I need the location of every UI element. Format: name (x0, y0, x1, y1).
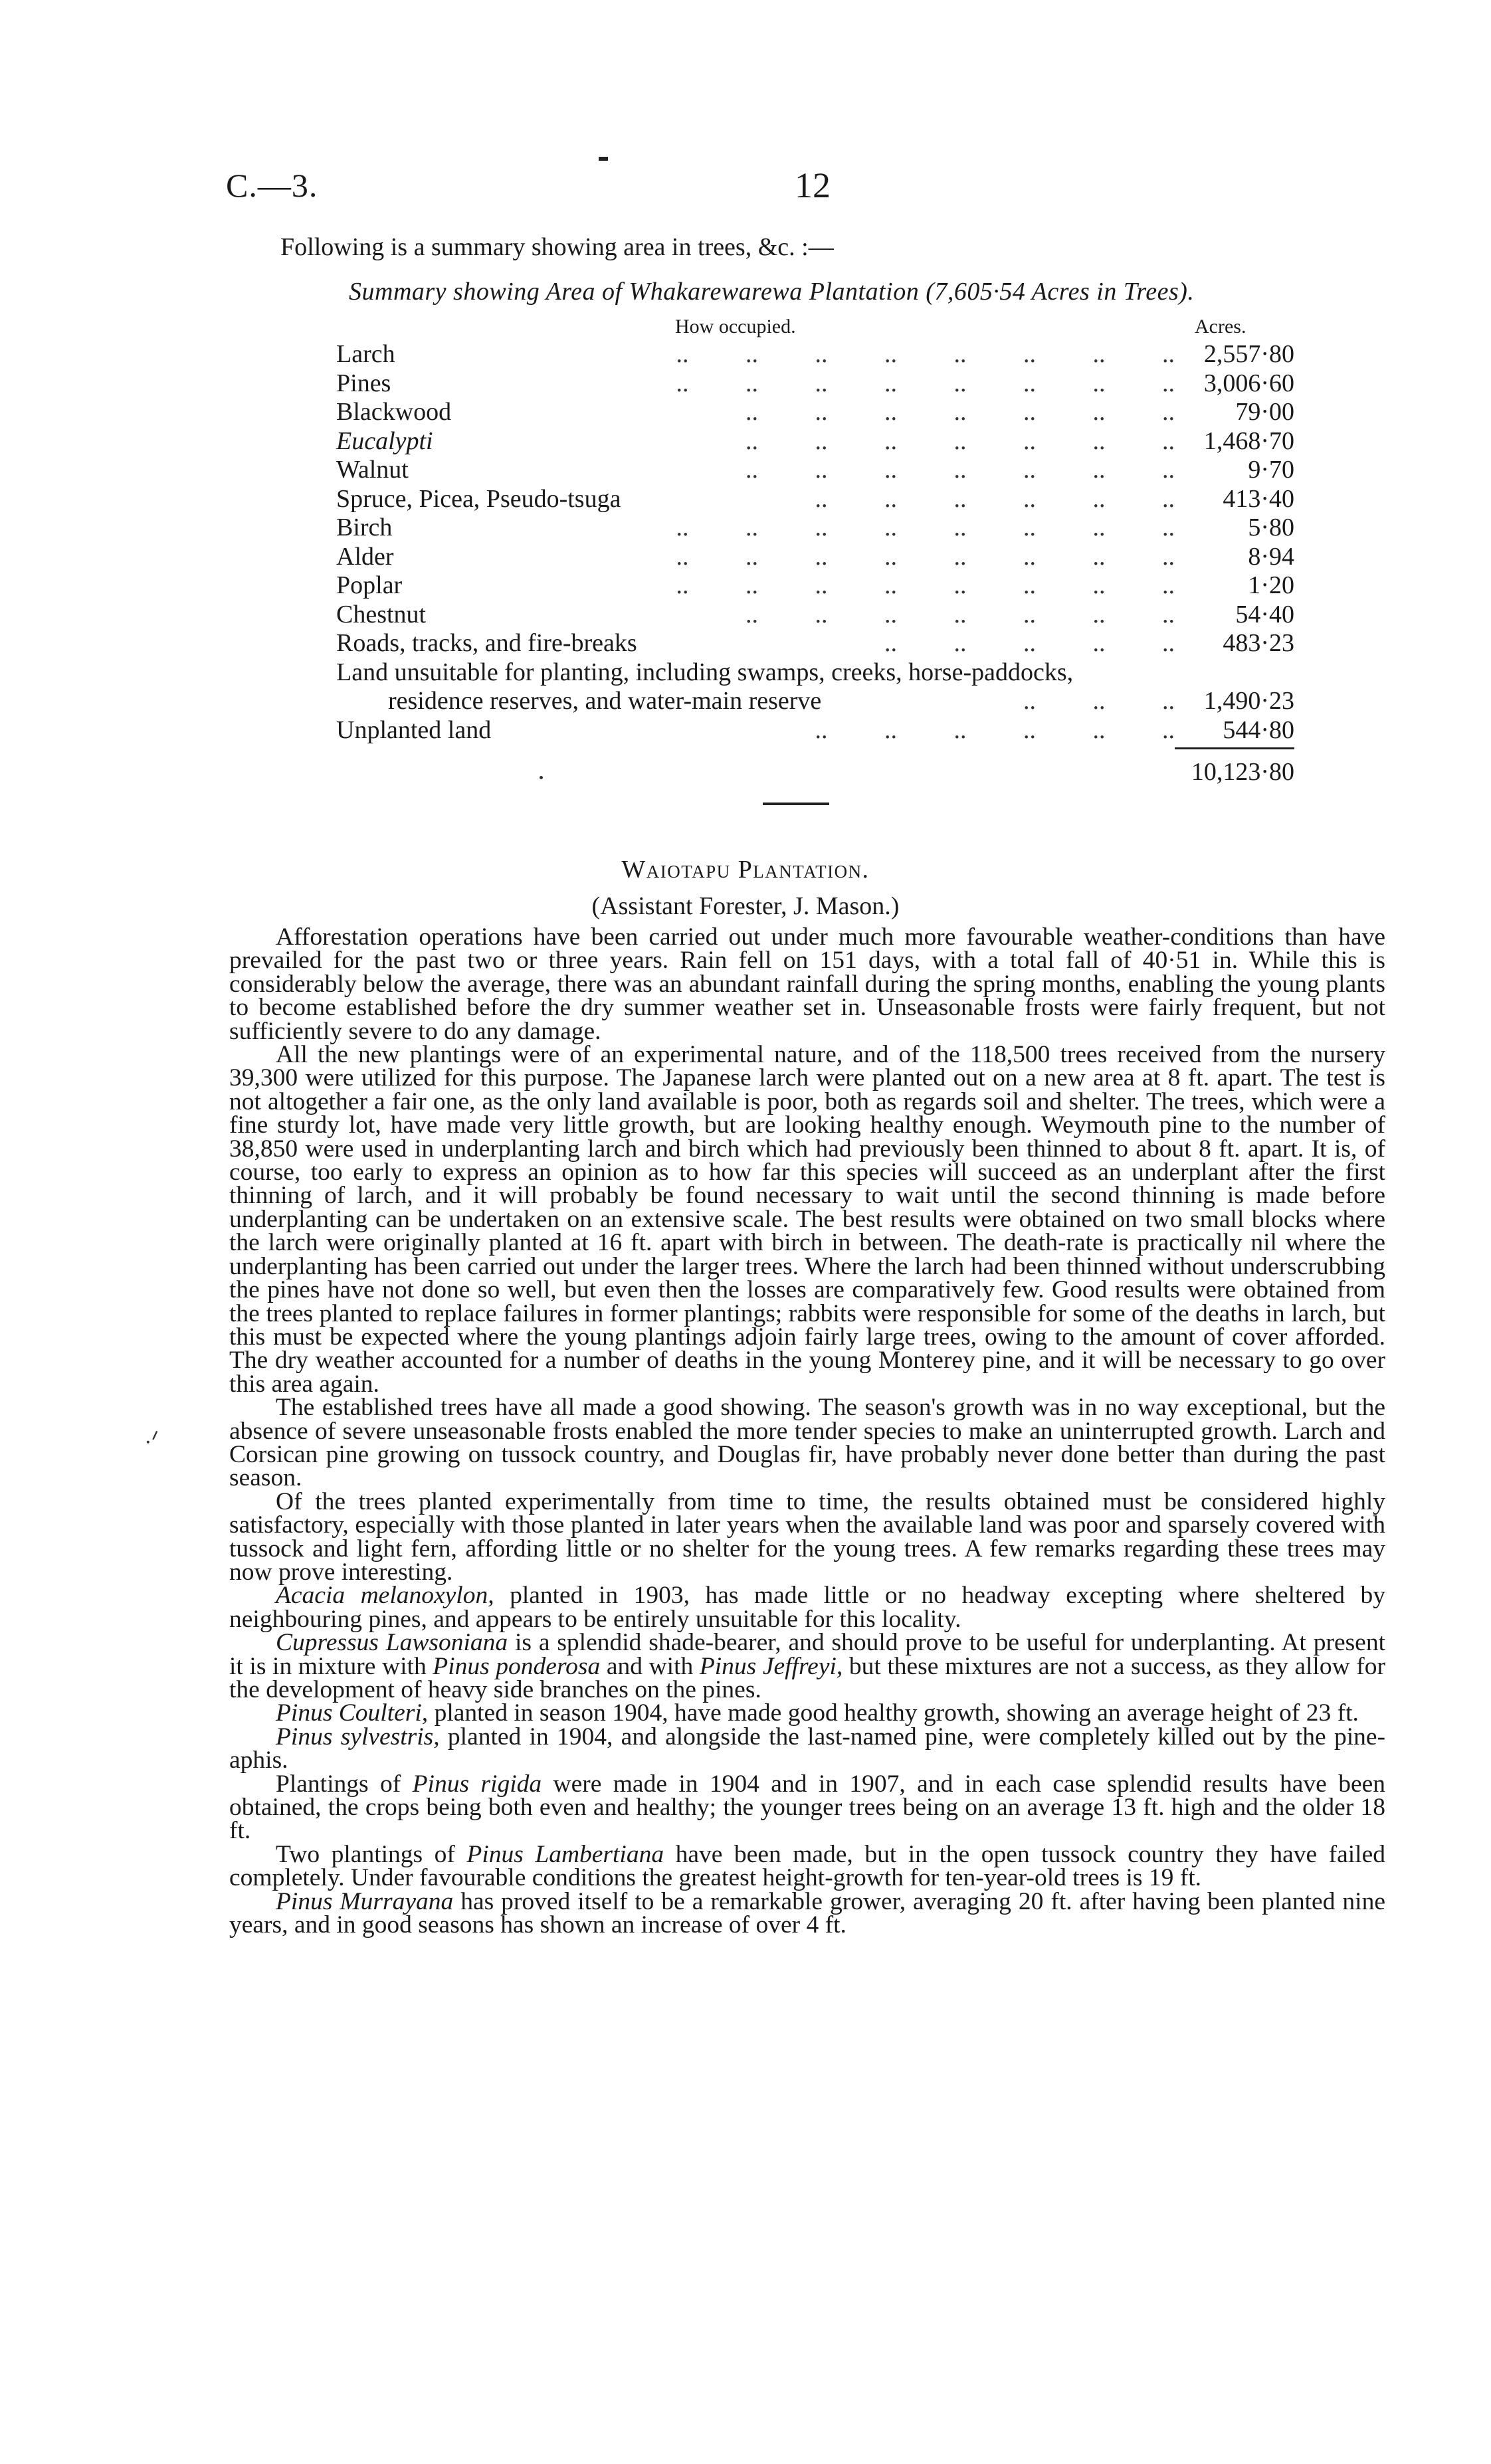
paragraph: All the new plantings were of an experimental nature, and of the 118,500 trees received from the nursery 39,300 were utilized for this purpose. The Japanese larch were planted out on a new area at 8 ft. apart. The test is not altogether a fair one, as the only land available is poor, both as regards soil and shelter. The trees, which were a fine sturdy lot, have made very little growth, but are looking healthy enough. Weymouth pine to the number of 38,850 were used in underplanting larch and birch which had previously been thinned to about 8 ft. apart. It is, of course, too early to express an opinion as to how far this species will succeed as an underplant after the first thinning of larch, and it will probably be found necessary to wait until the second thinning is made before underplanting can be undertaken on an extensive scale. The best results were obtained on two small blocks where the larch were originally planted at 16 ft. apart with birch in between. The death-rate is practically nil where the underplanting has been carried out under the larger trees. Where the larch had been thinned without underscrubbing the pines have not done so well, but even then the losses are comparatively few. Good results were obtained from the trees planted to replace failures in former plantings; rabbits were responsible for some of the deaths in larch, but this must be expected where the young plantings adjoin fairly large trees, owing to the amount of cover afforded. The dry weather accounted for a number of deaths in the young Monterey pine, and it will be necessary to go over this area again. (229, 1041, 1385, 1398)
paragraph: The established trees have all made a good showing. The season's growth was in no way exceptional, but the absence of severe unseasonable frosts enabled the more tender species to make an uninterrupted growth. Larch and Corsican pine growing on tussock country, and Douglas fir, have probably never done better than during the past season. (229, 1394, 1385, 1492)
row-label: Larch (336, 340, 395, 368)
margin-mark: ·ᐟ (141, 1427, 165, 1456)
species-name: Pinus sylvestris, (276, 1723, 440, 1751)
row-label: Spruce, Picea, Pseudo-tsuga (336, 484, 621, 513)
paragraph-text: planted in 1903, has made little or no headway excepting where sheltered by neighbouring pines, and appears to be entirely unsuitable for this locality. (229, 1582, 1385, 1633)
row-acres: 54·40 (1235, 600, 1294, 628)
table-row: .. .. .. .. .. .. .. .. Birch 5·80 (336, 514, 1294, 541)
section-divider (763, 803, 829, 805)
table-row: .. .. .. residence reserves, and water-main reserve 1,490·23 (388, 687, 1294, 715)
table-total: 10,123·80 (1191, 758, 1294, 786)
paragraph (229, 1631, 1385, 1701)
table-row: .. .. .. .. .. .. Unplanted land 544·80 (336, 715, 1294, 744)
document-reference: C.—3. (226, 167, 318, 204)
paragraph: Afforestation operations have been carried out under much more favourable weather-conditions than have prevailed for the past two or three years. Rain fell on 151 days, with a total fall of 40·51 in. While this is considerably below the average, there was an abundant rainfall during the spring months, enabling the young plants to become established before the dry summer weather set in. Unseasonable frosts were fairly frequent, but not sufficiently severe to do any damage. (229, 923, 1385, 1045)
row-acres: 1·20 (1248, 571, 1294, 599)
row-acres: 483·23 (1223, 629, 1294, 657)
paragraph (229, 1584, 1385, 1631)
paragraph-text: but these mixtures are not a success, as they allow for the development of heavy side branches on the pines. (229, 1652, 1385, 1703)
species-name: Pinus ponderosa (433, 1652, 601, 1680)
species-name: Pinus rigida (412, 1770, 542, 1798)
row-acres: 5·80 (1248, 514, 1294, 541)
species-name: Acacia melanoxylon, (276, 1582, 494, 1610)
section-title: Waiotapu Plantation. (621, 856, 870, 884)
table-row: .. .. .. .. .. Roads, tracks, and fire-breaks 483·23 (336, 629, 1294, 657)
species-name: Pinus Jeffreyi, (699, 1652, 843, 1680)
body-text (229, 925, 1385, 1937)
column-header-occupied: How occupied. (675, 316, 796, 337)
row-acres: 1,468·70 (1203, 426, 1294, 455)
table-row: .. .. .. .. .. .. Spruce, Picea, Pseudo-tsuga 413·40 (336, 484, 1294, 513)
row-label: Roads, tracks, and fire-breaks (336, 629, 637, 657)
section-subtitle: (Assistant Forester, J. Mason.) (591, 892, 900, 920)
row-label: Unplanted land (336, 715, 492, 744)
paragraph-text: is a splendid shade-bearer, and should prove to be useful for underplanting. At present it is in mixture with (229, 1629, 1385, 1680)
summary-title: Summary showing Area of Whakarewarewa Plantation (7,605·54 Acres in Trees). (349, 278, 1195, 306)
paragraph-text: were made in 1904 and in 1907, and in each case splendid results have been obtained, the crops being both even and healthy; the younger trees being on an average 13 ft. high and the older 18 ft. (229, 1770, 1385, 1845)
total-rule (1175, 747, 1294, 749)
paragraph (229, 1887, 1385, 1939)
row-label: Pines (336, 369, 391, 397)
table-row: .. .. .. .. .. .. .. .. Alder 8·94 (336, 542, 1294, 571)
paragraph (229, 1701, 1385, 1725)
paragraph-text: planted in season 1904, have made good healthy growth, showing an average height of 23 ft. (428, 1699, 1359, 1727)
row-label: Alder (336, 542, 394, 571)
species-name: Pinus Murrayana (276, 1887, 454, 1915)
stray-dot (540, 776, 543, 779)
table-row (336, 658, 1294, 688)
table-row: .. .. .. .. .. .. .. Walnut 9·70 (336, 456, 1294, 484)
row-label: residence reserves, and water-main reserve (388, 687, 822, 715)
paragraph-text: have been made, but in the open tussock country they have failed completely. Under favourable conditions the greatest height-growth for ten-year-old trees is 19 ft. (229, 1840, 1385, 1892)
paragraph: Of the trees planted experimentally from time to time, the results obtained must be considered highly satisfactory, especially with those planted in later years when the available land was poor and sparsely covered with tussock and light fern, affording little or no shelter for the young trees. A few remarks regarding these trees may now prove interesting. (229, 1487, 1385, 1586)
row-acres: 8·94 (1248, 542, 1294, 571)
stray-mark-top (599, 157, 608, 161)
table-row: .. .. .. .. .. .. .. Blackwood 79·00 (336, 398, 1294, 426)
row-acres: 79·00 (1235, 398, 1294, 426)
intro-line: Following is a summary showing area in trees, &c. :— (280, 233, 834, 261)
column-header-acres: Acres. (1195, 316, 1246, 337)
row-label: Eucalypti (336, 426, 433, 455)
row-acres: 1,490·23 (1203, 687, 1294, 715)
paragraph-text: and with (600, 1652, 700, 1680)
row-acres: 9·70 (1248, 456, 1294, 484)
paragraph (229, 1725, 1385, 1772)
row-label: Poplar (336, 571, 403, 599)
table-row: .. .. .. .. .. .. .. .. Pines 3,006·60 (336, 369, 1294, 397)
row-label: Birch (336, 514, 393, 541)
species-name: Cupressus Lawsoniana (276, 1629, 508, 1657)
table-row: .. .. .. .. .. .. .. .. Poplar 1·20 (336, 571, 1294, 599)
paragraph-text: Plantings of (276, 1770, 413, 1798)
table-row: .. .. .. .. .. .. .. Eucalypti 1,468·70 (336, 426, 1294, 455)
page-number: 12 (795, 165, 831, 205)
table-row: .. .. .. .. .. .. .. .. Larch 2,557·80 (336, 340, 1294, 368)
paragraph-text: has proved itself to be a remarkable grower, averaging 20 ft. after having been planted nine years, and in good seasons has shown an increase of over 4 ft. (229, 1887, 1385, 1939)
paragraph (229, 1772, 1385, 1843)
row-acres: 413·40 (1223, 484, 1294, 513)
paragraph (229, 1840, 1385, 1892)
paragraph-text: planted in 1904, and alongside the last-named pine, were completely killed out by the pine-aphis. (229, 1723, 1386, 1774)
table-row: .. .. .. .. .. .. .. Chestnut 54·40 (336, 600, 1294, 628)
row-label: Walnut (336, 456, 409, 484)
row-acres: 2,557·80 (1203, 340, 1294, 368)
row-acres: 544·80 (1223, 715, 1294, 744)
summary-table (336, 340, 1294, 745)
row-label: Chestnut (336, 600, 427, 628)
species-name: Pinus Lambertiana (466, 1840, 664, 1868)
paragraph-text: Two plantings of (276, 1840, 467, 1868)
species-name: Pinus Coulteri, (276, 1699, 429, 1727)
row-label: Blackwood (336, 398, 452, 426)
row-acres: 3,006·60 (1203, 369, 1294, 397)
row-label: Land unsuitable for planting, including swamps, creeks, horse-paddocks, (336, 658, 1074, 686)
